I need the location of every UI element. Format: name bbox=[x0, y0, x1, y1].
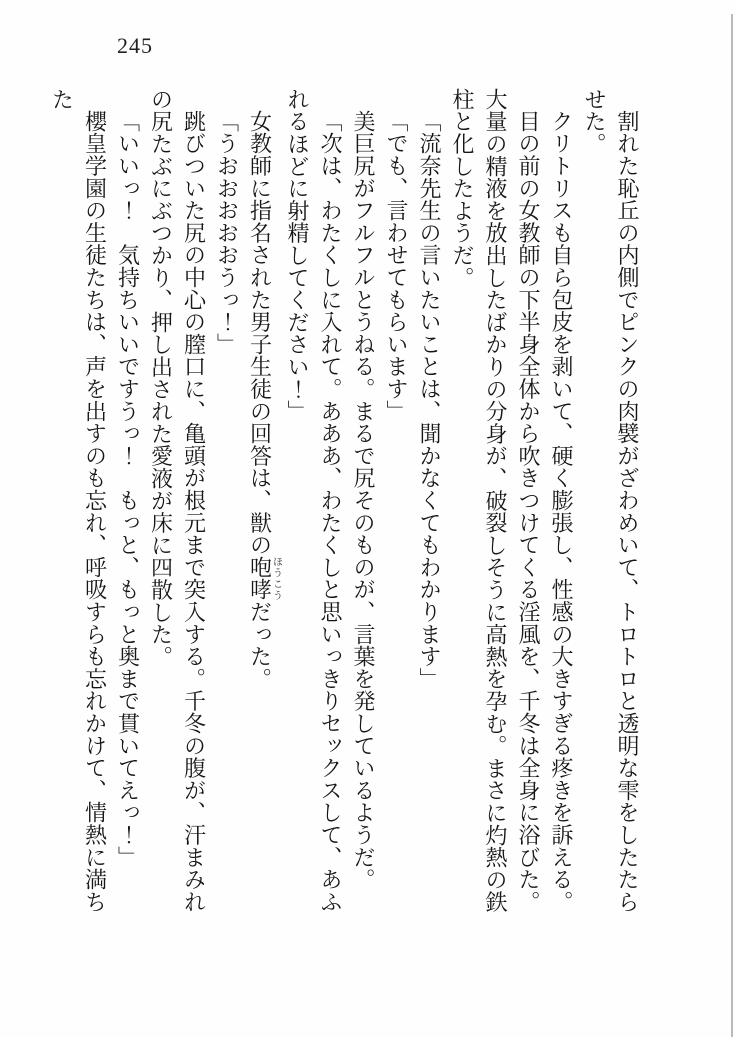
page-edge-line bbox=[731, 14, 733, 1037]
furigana bbox=[247, 556, 282, 601]
paragraph-12: 櫻皇学園の生徒たちは、声を出すのも忘れ、呼吸すらも忘れかけて、情熱に満ちた bbox=[49, 88, 108, 913]
paragraph-1: 割れた恥丘の内側でピンクの肉襞がざわめいて、トロトロと透明な雫をしたたらせた。 bbox=[582, 88, 640, 913]
paragraph-2: クリトリスも自ら包皮を剥いて、硬く膨張し、性感の大きすぎる疼きを訴える。 bbox=[549, 110, 574, 913]
body-text bbox=[46, 88, 645, 934]
paragraph-6: 美巨尻がフルフルとうねる。まるで尻そのものが、言葉を発しているようだ。 bbox=[351, 110, 376, 891]
paragraph-4: 「流奈先生の言いたいことは、聞かなくてもわかります」 bbox=[417, 110, 442, 690]
paragraph-7: 「次は、わたくしに入れて。あああ、わたくしと思いっきりセックスして、あふれるほどに射精してください！」 bbox=[285, 88, 343, 913]
paragraph-9: 「うおおおおおうっ！」 bbox=[214, 110, 240, 356]
paragraph-5: 「でも、言わせてもらいます」 bbox=[384, 110, 409, 423]
furigana-reading: ほうこう bbox=[270, 556, 282, 601]
paragraph-8 bbox=[244, 88, 282, 934]
paragraph-8-pre: 女教師に指名された男子生徒の回答は、獣の bbox=[247, 110, 273, 556]
paragraph-11: 「いいっ！ 気持ちいいですうっ！ もっと、もっと奥まで貫いてえっ！」 bbox=[115, 110, 141, 869]
paragraph-3: 目の前の女教師の下半身全体から吹きつけてくる淫風を、千冬は全身に浴びた。大量の精液を放出したばかりの分身が、破裂しそうに高熱を孕む。まさに灼熱の鉄柱と化したようだ。 bbox=[450, 88, 541, 914]
page-number: 245 bbox=[117, 33, 153, 58]
furigana-base: 咆哮 bbox=[247, 556, 273, 601]
paragraph-10: 跳びついた尻の中心の膣口に、亀頭が根元まで突入する。千冬の腹が、汗まみれの尻たぶにぶつかり、押し出された愛液が床に四散した。 bbox=[148, 88, 207, 913]
paragraph-8-post: だった。 bbox=[247, 600, 273, 690]
